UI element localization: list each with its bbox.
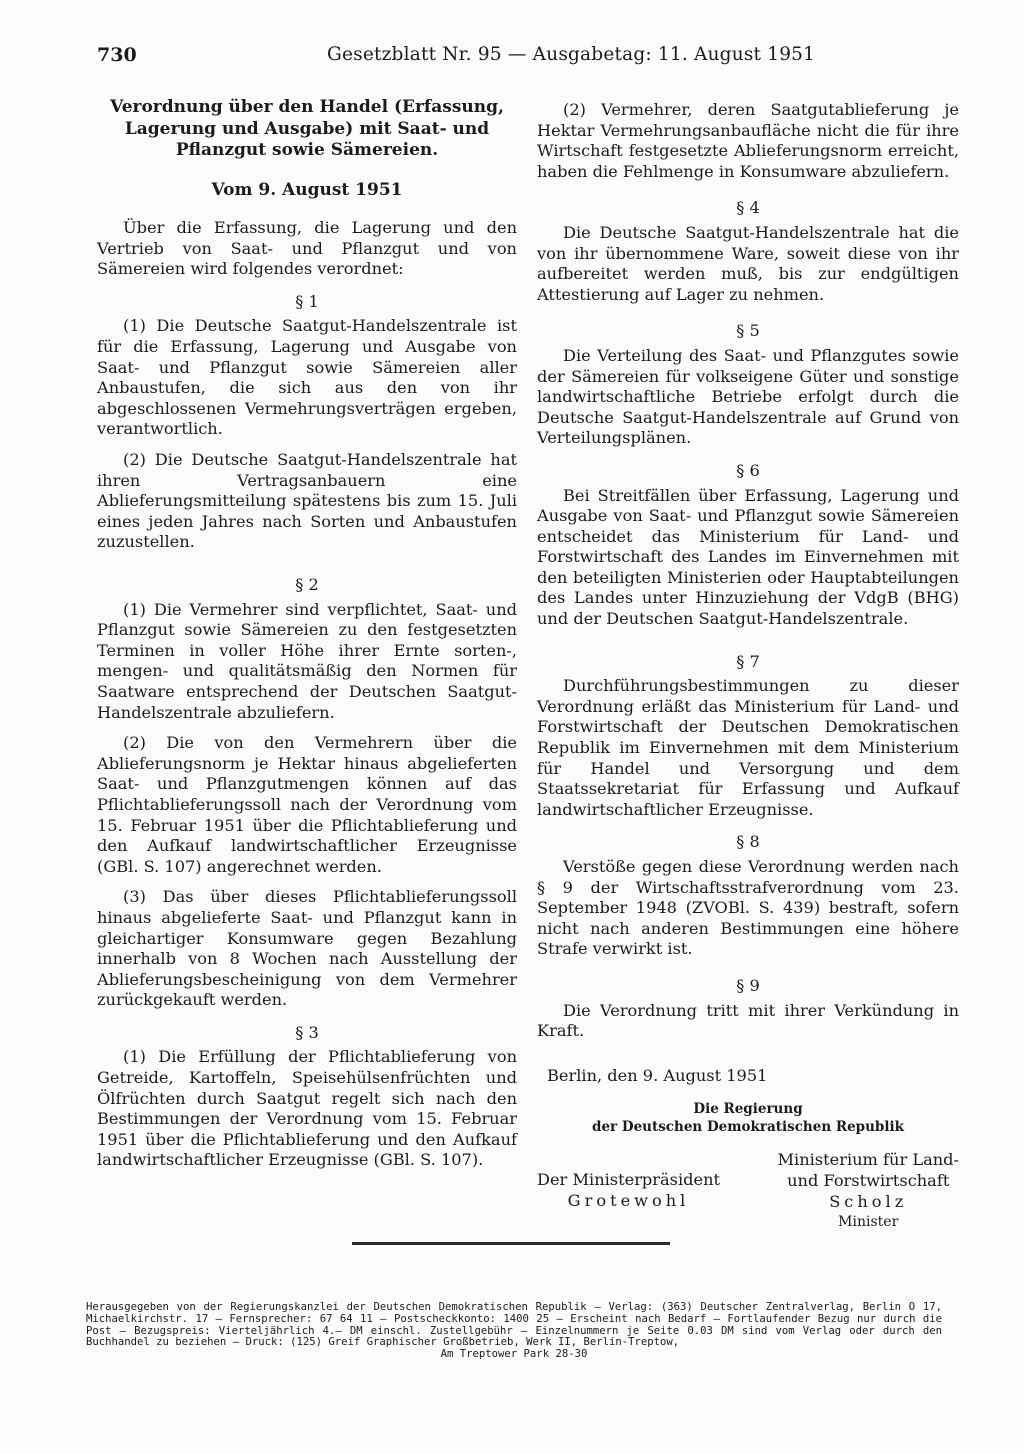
section-3-heading: § 3 <box>295 1022 319 1042</box>
signature-left-name: Grotewohl <box>567 1190 690 1210</box>
signature-row <box>537 1150 959 1232</box>
section-2-para-2: (2) Die von den Vermehrern über die Ablieferungsnorm je Hektar hinaus abgelieferten Saat- und Pflanzgutmengen können auf das Pflichtablieferungssoll nach der Verordnung vom 15. Februar 1951 über die Pflichtablieferung und den Aufkauf landwirtschaftlicher Erzeugnisse (GBl. S. 107) angerechnet werden. <box>97 733 517 876</box>
place-date: Berlin, den 9. August 1951 <box>547 1065 768 1085</box>
imprint <box>86 1302 942 1361</box>
section-2-heading: § 2 <box>295 575 319 594</box>
section-6-heading: § 6 <box>736 460 760 480</box>
section-1-para-1: (1) Die Deutsche Saatgut-Handelszentrale ist für die Erfassung, Lagerung und Ausgabe von Saat- und Pflanzgut sowie Sämereien aller Anbaustufen, die sich aus den von ihr abgeschlossenen Vermehrungsverträgen ergeben, verantwortlich. <box>97 316 517 439</box>
ordinance-title: Verordnung über den Handel (Erfassung, Lagerung und Ausgabe) mit Saat- und Pflanzgut sowie Sämereien. <box>110 97 504 160</box>
signature-right <box>777 1150 959 1232</box>
section-2-para-1: (1) Die Vermehrer sind verpflichtet, Saat- und Pflanzgut sowie Sämereien zu den festgesetzten Terminen in voller Höhe ihrer Ernte sorten-, mengen- und qualitätsmäßig den Normen für Saatware entsprechend der Deutschen Saatgut-Handelszentrale abzuliefern. <box>97 599 517 722</box>
signature-right-name: Scholz <box>829 1191 908 1211</box>
section-2-para-3: (3) Das über dieses Pflichtablieferungssoll hinaus abgelieferte Saat- und Pflanzgut kann in gleichartiger Konsumware gegen Bezahlung innerhalb von 8 Wochen nach Ausstellung der Ablieferungsbescheinigung von dem Vermehrer zurückgekauft werden. <box>97 887 517 1010</box>
section-8-para: Verstöße gegen diese Verordnung werden nach § 9 der Wirtschaftsstrafverordnung vom 23. September 1948 (ZVOBl. S. 439) bestraft, sofern nicht nach anderen Bestimmungen eine höhere Strafe verwirkt ist. <box>537 857 959 959</box>
section-3-para-1: (1) Die Erfüllung der Pflichtablieferung von Getreide, Kartoffeln, Speisehülsenfrüchten und Ölfrüchten durch Saatgut regelt sich nach den Bestimmungen der Verordnung vom 15. Februar 1951 über die Pflichtablieferung und den Aufkauf landwirtschaftlicher Erzeugnisse (GBl. S. 107). <box>97 1047 517 1170</box>
right-column <box>537 100 959 1233</box>
signature-left-role: Der Ministerpräsident <box>537 1170 721 1190</box>
imprint-last-line: Am Treptower Park 28-30 <box>440 1348 588 1361</box>
section-8-heading: § 8 <box>736 832 760 852</box>
section-4-heading: § 4 <box>736 198 760 218</box>
section-5-para: Die Verteilung des Saat- und Pflanzgutes sowie der Sämereien für volkseigene Güter und sonstige landwirtschaftliche Betriebe erfolgt durch die Deutsche Saatgut-Handelszentrale auf Grund von Verteilungsplänen. <box>537 345 959 448</box>
signature-right-role-1: Ministerium für Land- <box>777 1150 959 1170</box>
page-number: 730 <box>97 44 137 66</box>
running-head: Gesetzblatt Nr. 95 — Ausgabetag: 11. August 1951 <box>327 44 816 65</box>
government-block <box>537 1100 959 1136</box>
signature-right-role-2: und Forstwirtschaft <box>787 1170 950 1190</box>
imprint-text: Herausgegeben von der Regierungskanzlei der Deutschen Demokratischen Republik — Verlag: (363) Deutscher Zentralverlag, Berlin O 17, Michaelkirchstr. 17 — Fernsprecher: 67 64 11 — Postscheckkonto: 1400 25 — Erscheint nach Bedarf — Fortlaufender Bezug nur durch die Post — Bezugspreis: Vierteljährlich 4.— DM einschl. Zustellgebühr — Einzelnummern je Seite 0.03 DM sind vom Verlag oder durch den Buchhandel zu beziehen — Druck: (125) Greif Graphischer Großbetrieb, Werk II, Berlin-Treptow, <box>86 1301 942 1349</box>
preamble: Über die Erfassung, die Lagerung und den Vertrieb von Saat- und Pflanzgut und von Sämereien wird folgendes verordnet: <box>97 218 517 279</box>
section-1-para-2: (2) Die Deutsche Saatgut-Handelszentrale hat ihren Vertragsanbauern eine Ablieferungsmitteilung spätestens bis zum 15. Juli eines jeden Jahres nach Sorten und Anbaustufen zuzustellen. <box>97 450 517 552</box>
signature-right-title: Minister <box>838 1214 899 1231</box>
section-3-para-2: (2) Vermehrer, deren Saatgutablieferung je Hektar Vermehrungsanbaufläche nicht die für ihre Wirtschaft festgesetzte Ablieferungsnorm erreicht, haben die Fehlmenge in Konsumware abzuliefern. <box>537 100 959 181</box>
signature-left <box>537 1170 720 1232</box>
section-4-para: Die Deutsche Saatgut-Handelszentrale hat die von ihr übernommene Ware, soweit diese von ihr aufbereitet werden muß, bis zur endgültigen Attestierung auf Lager zu nehmen. <box>537 222 959 304</box>
section-7-heading: § 7 <box>736 651 760 671</box>
section-9-para: Die Verordnung tritt mit ihrer Verkündung in Kraft. <box>537 1000 959 1041</box>
government-line-2: der Deutschen Demokratischen Republik <box>592 1119 904 1136</box>
ordinance-date: Vom 9. August 1951 <box>211 179 403 200</box>
left-column <box>97 97 517 1181</box>
section-9-heading: § 9 <box>736 975 760 995</box>
section-7-para: Durchführungsbestimmungen zu dieser Verordnung erläßt das Ministerium für Land- und Forstwirtschaft der Deutschen Demokratischen Republik im Einvernehmen mit dem Ministerium für Handel und Versorgung und dem Staatssekretariat für Erfassung und Aufkauf landwirtschaftlicher Erzeugnisse. <box>537 676 959 819</box>
separator-rule <box>352 1242 670 1245</box>
government-line-1: Die Regierung <box>693 1101 803 1118</box>
section-5-heading: § 5 <box>736 321 760 341</box>
section-1-heading: § 1 <box>295 291 319 311</box>
section-6-para: Bei Streitfällen über Erfassung, Lagerung und Ausgabe von Saat- und Pflanzgut sowie Sämereien entscheidet das Ministerium für Land- und Forstwirtschaft des Landes im Einvernehmen mit den beteiligten Ministerien oder Hauptabteilungen des Landes unter Hinzuziehung der VdgB (BHG) und der Deutschen Saatgut-Handelszentrale. <box>537 485 959 629</box>
